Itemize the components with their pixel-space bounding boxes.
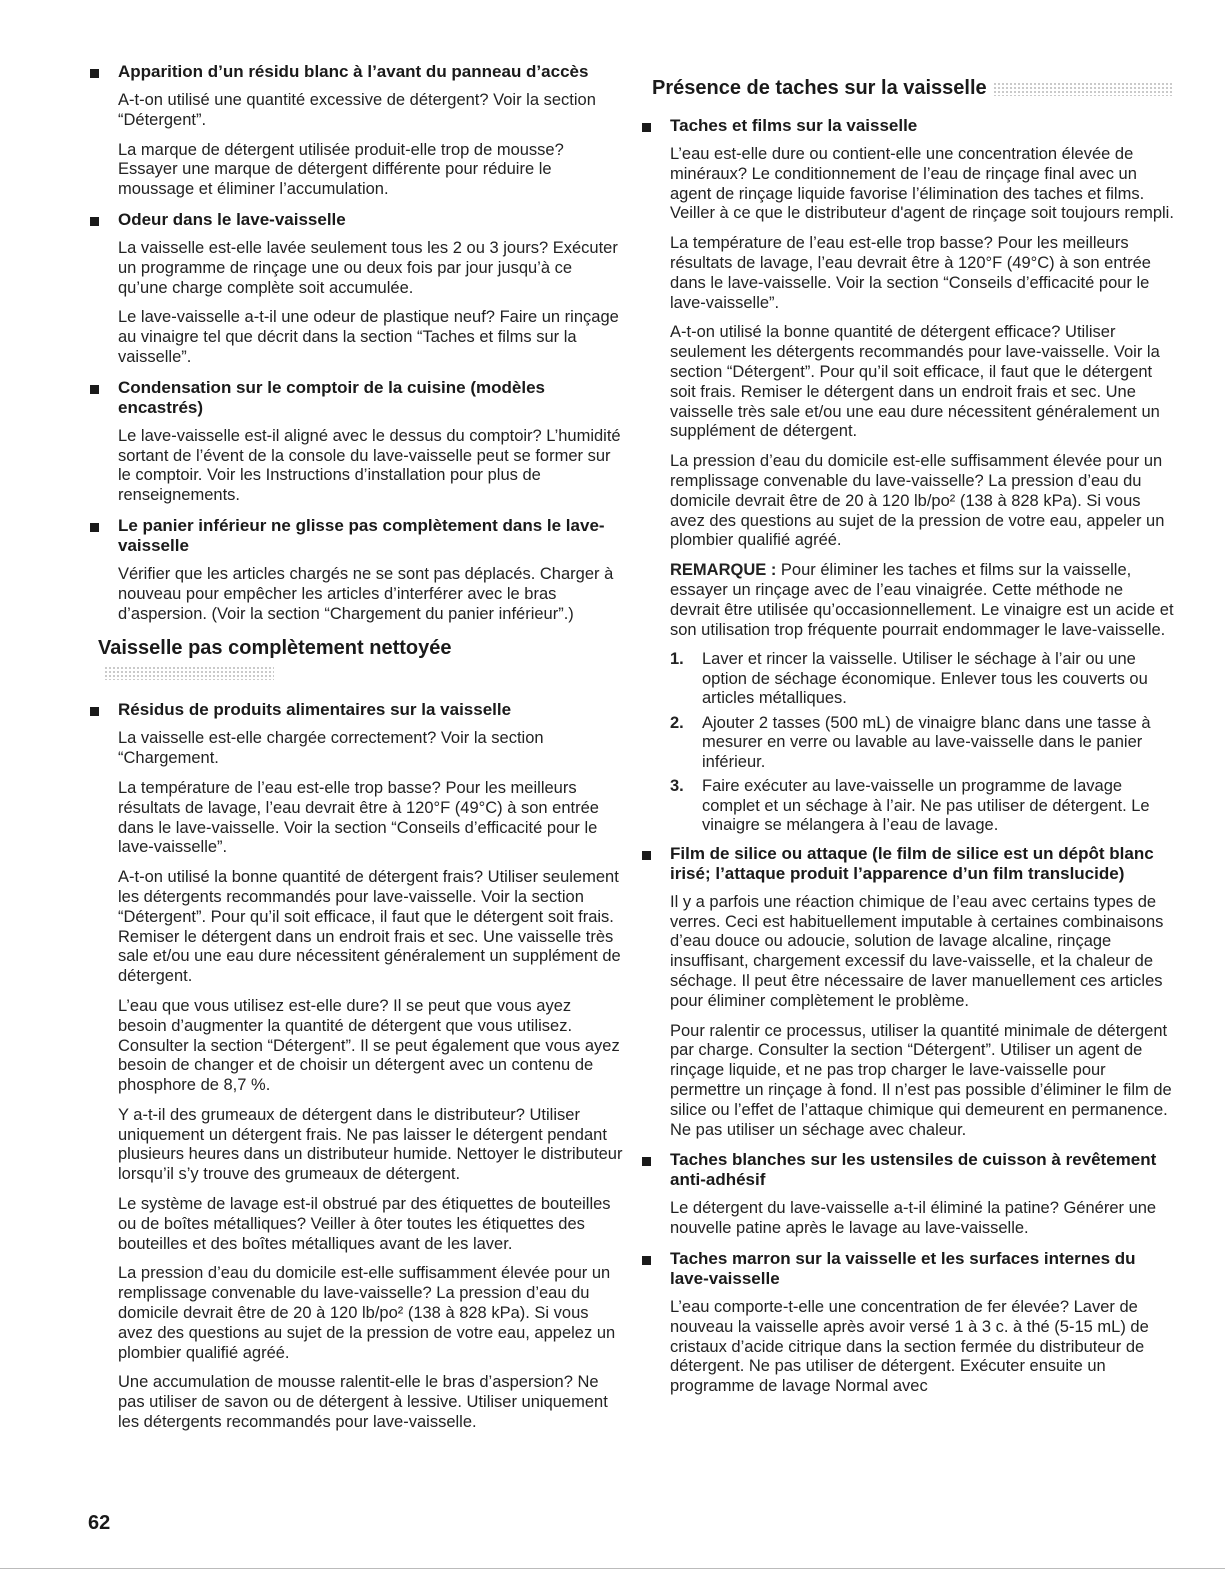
item-paragraph: Pour ralentir ce processus, utiliser la quantité minimale de détergent par charge. Consulter la section “Détergent”. Utiliser un agent de rinçage liquide, et ne pas trop charger le lave-vaisselle pour permettre un rinçage à fond. Il n’est pas possible d’éliminer le film de silice ou l’effet de l’attaque chimique qui demeurent en permanence. Ne pas utiliser un séchage avec chaleur. [670,1021,1172,1139]
section-heading-text: Vaisselle pas complètement nettoyée [98,637,452,660]
footer-divider [0,1568,1225,1569]
item-paragraph: Vérifier que les articles chargés ne se sont pas déplacés. Charger à nouveau pour empêcher les articles d’interférer avec le bras d’aspersion. (Voir la section “Chargement du panier inférieur”.) [118,564,614,623]
square-bullet-icon [642,1256,651,1265]
item-paragraph: La température de l’eau est-elle trop basse? Pour les meilleurs résultats de lavage, l’eau devrait être à 120°F (49°C) à son entrée dans le lave-vaisselle. Voir la section “Conseils d’efficacité pour le lave-vaisselle”. [118,778,599,857]
step-number: 3. [670,777,684,796]
item-paragraph: Il y a parfois une réaction chimique de l’eau avec certains types de verres. Ceci est habituellement imputable à certaines combinaisons d’eau douce ou adoucie, solution de lavage alcaline, rinçage insuffisant, chargement excessif du lave-vaisselle, et la chaleur de séchage. Il peut être nécessaire de laver manuellement ces articles pour éliminer complètement le problème. [670,892,1164,1010]
item-paragraph: A-t-on utilisé la bonne quantité de détergent frais? Utiliser seulement les détergents recommandés pour lave-vaisselle. Voir la section “Détergent”. Pour qu’il soit efficace, il faut que le détergent soit frais. Remiser le détergent dans un endroit frais et sec. Une vaisselle très sale et/ou une eau dure nécessitent généralement un supplément de détergent. [118,868,621,986]
item-title: Résidus de produits alimentaires sur la vaisselle [118,700,512,720]
item-title: Taches marron sur la vaisselle et les surfaces internes du lave-vaisselle [670,1248,1136,1288]
item-paragraph: Une accumulation de mousse ralentit-elle le bras d’aspersion? Ne pas utiliser de savon ou de détergent à lessive. Utiliser uniquement les détergents recommandés pour lave-vaisselle. [118,1373,608,1432]
item-paragraph: La vaisselle est-elle chargée correctement? Voir la section “Chargement. [118,729,544,768]
troubleshoot-item [640,116,1175,640]
troubleshoot-item [88,700,623,1433]
item-title: Le panier inférieur ne glisse pas complètement dans le lave-vaisselle [118,515,605,555]
item-title: Taches et films sur la vaisselle [670,116,918,135]
item-title: Taches blanches sur les ustensiles de cuisson à revêtement anti-adhésif [670,1150,1157,1190]
step-text: Faire exécuter au lave-vaisselle un programme de lavage complet et un séchage à l’air. Ne pas utiliser de détergent. Le vinaigre se mélangera à l’eau de lavage. [702,777,1150,835]
item-paragraph: La pression d’eau du domicile est-elle suffisamment élevée pour un remplissage convenable du lave-vaisselle? La pression d’eau du domicile devrait être de 20 à 120 lb/po² (138 à 828 kPa). Si vous avez des questions au sujet de la pression de votre eau, appelez un plombier qualifié agréé. [118,1264,616,1362]
square-bullet-icon [90,523,99,532]
remarque-text: Pour éliminer les taches et films sur la vaisselle, essayer un rinçage avec de l’eau vinaigrée. Cette méthode ne devrait être utilisée qu’occasionnellement. Le vinaigre est un acide et son utilisation trop fréquente pourrait endommager le lave-vaisselle. [670,561,1174,639]
square-bullet-icon [90,69,99,78]
troubleshoot-item [640,1150,1175,1239]
item-paragraph: La vaisselle est-elle lavée seulement tous les 2 ou 3 jours? Exécuter un programme de rinçage une ou deux fois par jour jusqu’à ce qu’une charge complète soit accumulée. [118,238,618,297]
item-title: Condensation sur le comptoir de la cuisine (modèles encastrés) [118,377,545,417]
list-item [670,650,1175,709]
square-bullet-icon [90,385,99,394]
numbered-steps [670,650,1175,836]
right-column [640,70,1175,1407]
step-number: 1. [670,650,684,669]
section-heading [98,634,623,686]
square-bullet-icon [90,217,99,226]
item-paragraph: A-t-on utilisé une quantité excessive de détergent? Voir la section “Détergent”. [118,91,596,129]
item-paragraph: Le système de lavage est-il obstrué par des étiquettes de bouteilles ou de boîtes métalliques? Veiller à ôter toutes les étiquettes des bouteilles et des boîtes métalliques avant de les laver. [118,1195,611,1253]
item-paragraph: La température de l’eau est-elle trop basse? Pour les meilleurs résultats de lavage, l’eau devrait être à 120°F (49°C) à son entrée dans le lave-vaisselle. Voir la section “Conseils d’efficacité pour le lave-vaisselle”. [670,234,1151,312]
item-paragraph: A-t-on utilisé la bonne quantité de détergent efficace? Utiliser seulement les détergents recommandés pour lave-vaisselle. Voir la section “Détergent”. Pour qu’il soit efficace, il faut que le détergent soit frais. Remiser le détergent dans un endroit frais et sec. Une vaisselle très sale et/ou une eau dure nécessitent généralement un supplément de détergent. [670,323,1160,441]
step-number: 2. [670,713,684,732]
square-bullet-icon [642,123,651,132]
troubleshoot-item [640,1249,1175,1397]
square-bullet-icon [642,1157,651,1166]
list-item [670,777,1175,836]
section-heading-text: Présence de taches sur la vaisselle [652,77,987,99]
square-bullet-icon [642,851,651,860]
troubleshoot-item [640,844,1175,1141]
dotted-rule [104,666,274,680]
step-text: Ajouter 2 tasses (500 mL) de vinaigre blanc dans une tasse à mesurer en verre ou lavable au lave-vaisselle dans le panier inférieur. [702,713,1151,771]
item-paragraph: L’eau est-elle dure ou contient-elle une concentration élevée de minéraux? Le conditionnement de l’eau de rinçage final avec un agent de rinçage liquide favorise l’élimination des taches et films. Veiller à ce que le distributeur d'agent de rinçage soit toujours rempli. [670,145,1174,223]
remarque-paragraph [670,561,1175,640]
square-bullet-icon [90,707,99,716]
item-title: Odeur dans le lave-vaisselle [118,209,346,229]
remarque-label: REMARQUE : [670,561,777,580]
item-title: Film de silice ou attaque (le film de silice est un dépôt blanc irisé; l’attaque produit l’apparence d’un film translucide) [670,843,1154,883]
item-paragraph: La pression d’eau du domicile est-elle suffisamment élevée pour un remplissage convenable du lave-vaisselle? La pression d’eau du domicile devrait être de 20 à 120 lb/po² (138 à 828 kPa). Si vous avez des questions au sujet de la pression de votre eau, appeler un plombier qualifié agréé. [670,452,1165,550]
troubleshoot-item [88,516,623,624]
troubleshoot-item [88,378,623,506]
troubleshoot-item [88,62,623,200]
item-paragraph: La marque de détergent utilisée produit-elle trop de mousse? Essayer une marque de détergent différente pour réduire le moussage et éliminer l’accumulation. [118,140,564,199]
item-paragraph: L’eau que vous utilisez est-elle dure? Il se peut que vous ayez besoin d’augmenter la quantité de détergent que vous utilisez. Consulter la section “Détergent”. Il se peut également que vous ayez besoin de changer et de choisir un détergent avec un contenu de phosphore de 8,7 %. [118,996,620,1095]
page-number: 62 [88,1512,111,1534]
item-paragraph: Le lave-vaisselle est-il aligné avec le dessus du comptoir? L’humidité sortant de l’évent de la console du lave-vaisselle peut se former sur le comptoir. Voir les Instructions d’installation pour plus de renseignements. [118,426,621,505]
section-heading [652,74,1175,102]
item-paragraph: Le lave-vaisselle a-t-il une odeur de plastique neuf? Faire un rinçage au vinaigre tel que décrit dans la section “Taches et films sur la vaisselle”. [118,308,619,366]
item-paragraph: L’eau comporte-t-elle une concentration de fer élevée? Laver de nouveau la vaisselle après avoir versé 1 à 3 c. à thé (5-15 mL) de cristaux d’acide citrique dans la section fermée du distributeur de détergent. Ne pas utiliser de détergent. Exécuter ensuite un programme de lavage Normal avec [670,1297,1149,1396]
item-title: Apparition d’un résidu blanc à l’avant du panneau d’accès [118,62,589,81]
item-paragraph: Y a-t-il des grumeaux de détergent dans le distributeur? Utiliser uniquement un détergent frais. Ne pas laisser le détergent pendant plusieurs heures dans un distributeur humide. Nettoyer le distributeur lorsqu’il s’y trouve des grumeaux de détergent. [118,1105,623,1184]
item-paragraph: Le détergent du lave-vaisselle a-t-il éliminé la patine? Générer une nouvelle patine après le lavage au lave-vaisselle. [670,1199,1157,1238]
step-text: Laver et rincer la vaisselle. Utiliser le séchage à l’air ou une option de séchage économique. Enlever tous les couverts ou articles métalliques. [702,650,1148,708]
troubleshoot-item [88,210,623,368]
list-item [670,714,1175,773]
dotted-rule [993,82,1173,96]
left-column [88,62,623,1443]
